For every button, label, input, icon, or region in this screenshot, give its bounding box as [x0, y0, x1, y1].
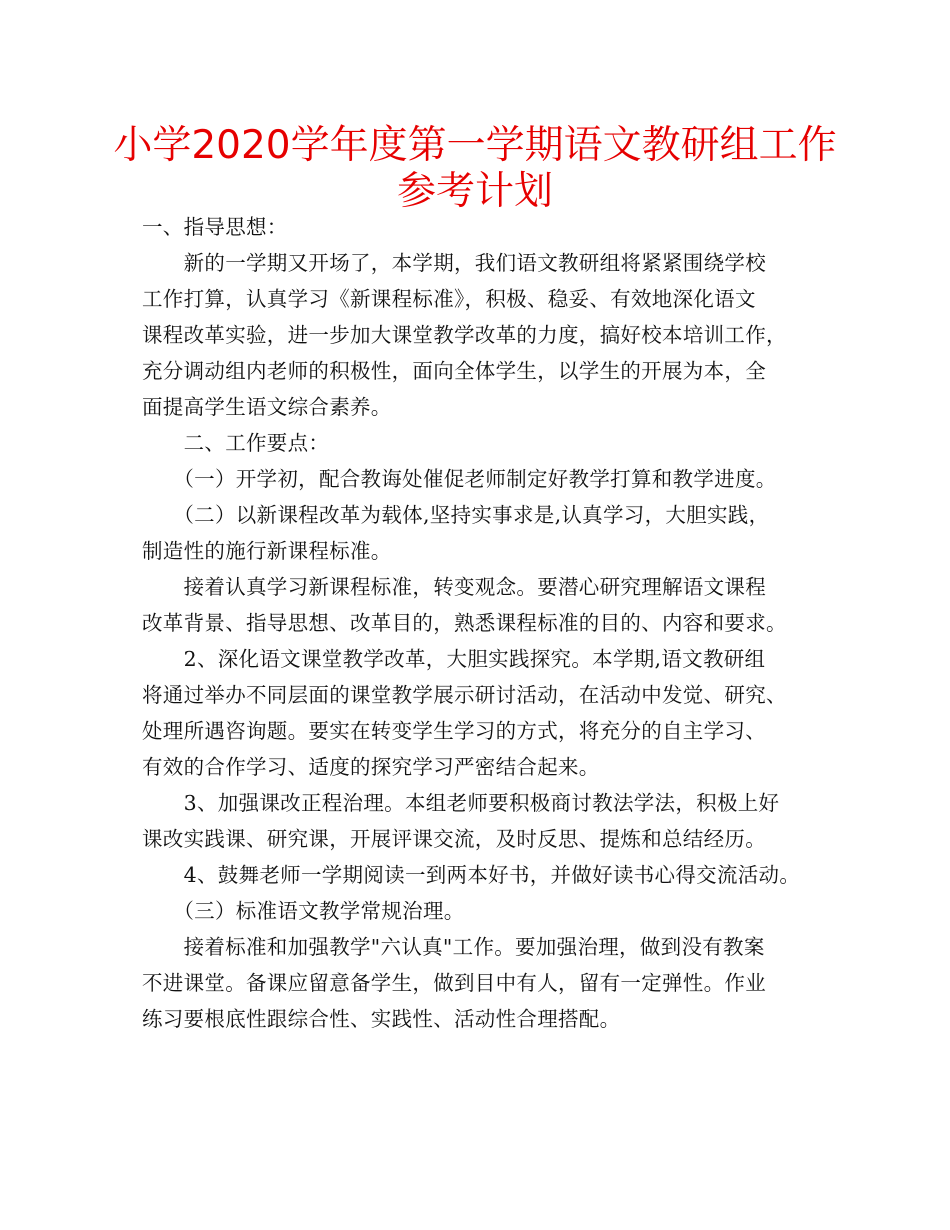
document-title-line-1: 小学2020学年度第一学期语文教研组工作	[113, 123, 837, 168]
body-text-line: 处理所遇咨询题。要实在转变学生学习的方式，将充分的自主学习、	[142, 719, 766, 743]
body-text-line: （一）开学初，配合教诲处催促老师制定好教学打算和教学进度。	[142, 467, 777, 491]
body-text-line: 制造性的施行新课程标准。	[142, 539, 392, 563]
document-title-line-2: 参考计划	[396, 169, 553, 214]
body-text-line: 课程改革实验，进一步加大课堂教学改革的力度，搞好校本培训工作，	[142, 323, 787, 347]
body-text-line: 将通过举办不同层面的课堂教学展示研讨活动，在活动中发觉、研究、	[142, 683, 787, 707]
section-heading-work-points: 二、工作要点：	[142, 431, 330, 455]
body-text-line: 面提高学生语文综合素养。	[142, 395, 392, 419]
body-text-line: 2、深化语文课堂教学改革，大胆实践探究。本学期,语文教研组	[142, 647, 766, 671]
body-text-line: 练习要根底性跟综合性、实践性、活动性合理搭配。	[142, 1007, 621, 1031]
body-text-line: （二）以新课程改革为载体,坚持实事求是,认真学习，大胆实践，	[142, 503, 770, 527]
body-text-line: 新的一学期又开场了，本学期，我们语文教研组将紧紧围绕学校	[142, 251, 766, 275]
body-text-line: 接着认真学习新课程标准，转变观念。要潜心研究理解语文课程	[142, 575, 766, 599]
body-text-line: 3、加强课改正程治理。本组老师要积极商讨教法学法，积极上好	[142, 791, 780, 815]
body-text-line: 改革背景、指导思想、改革目的，熟悉课程标准的目的、内容和要求。	[142, 611, 787, 635]
section-heading-guiding-ideas: 一、指导思想：	[142, 215, 288, 239]
body-text-line: （三）标准语文教学常规治理。	[142, 899, 465, 923]
body-text-line: 接着标准和加强教学"六认真"工作。要加强治理，做到没有教案	[142, 935, 765, 959]
body-text-line: 不进课堂。备课应留意备学生，做到目中有人，留有一定弹性。作业	[142, 971, 766, 995]
body-text-line: 充分调动组内老师的积极性，面向全体学生，以学生的开展为本，全	[142, 359, 766, 383]
body-text-line: 工作打算，认真学习《新课程标准》，积极、稳妥、有效地深化语文	[142, 287, 756, 311]
body-text-line: 4、鼓舞老师一学期阅读一到两本好书，并做好读书心得交流活动。	[142, 863, 801, 887]
body-text-line: 课改实践课、研究课，开展评课交流，及时反思、提炼和总结经历。	[142, 827, 766, 851]
body-text-line: 有效的合作学习、适度的探究学习严密结合起来。	[142, 755, 600, 779]
